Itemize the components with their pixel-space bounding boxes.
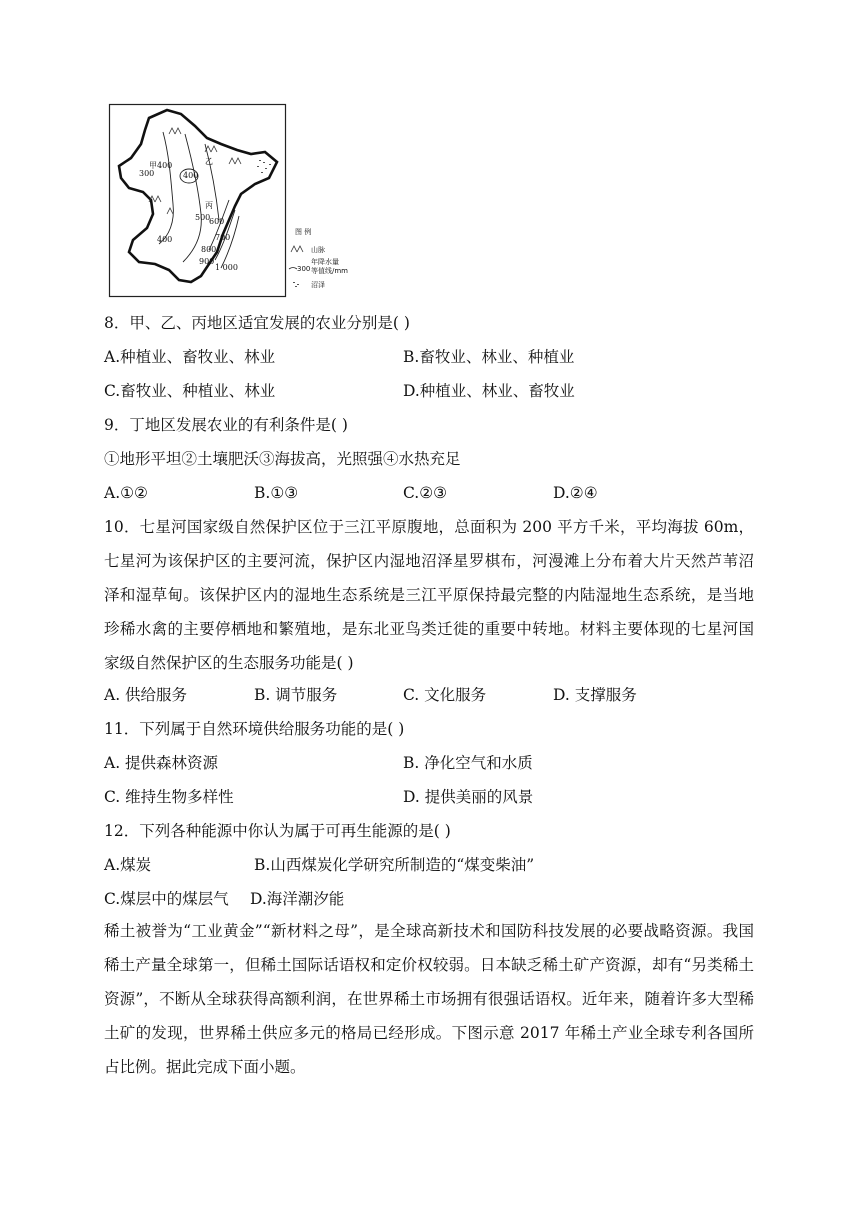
q12-option-d: D.海洋潮汐能 <box>250 890 345 908</box>
legend-isohyet-icon <box>289 268 297 270</box>
contour-500: 500 <box>195 213 211 222</box>
q9-conditions: ①地形平坦②土壤肥沃③海拔高，光照强④水热充足 <box>104 450 461 468</box>
q9-option-a: A.①② <box>104 484 148 502</box>
rare-earth-passage: 稀土被誉为“工业黄金”“新材料之母”，是全球高新技术和国防科技发展的必要战略资源。我国稀土产量全球第一，但稀土国际话语权和定价权较弱。日本缺乏稀土矿产资源，却有“另类稀土资源”，不断从全球获得高额利润，在世界稀土市场拥有很强话语权。近年来，随着许多大型稀土矿的发现，世界稀土供应多元的格局已经形成。下图示意 2017 年稀土产业全球专利各国所占比例。据此完成下面小题。 <box>104 922 754 1076</box>
map-frame <box>110 105 286 297</box>
q8-option-b: B.畜牧业、林业、种植业 <box>403 348 575 366</box>
q12-option-a: A.煤炭 <box>104 856 152 874</box>
map-legend <box>289 227 348 289</box>
contour-400-a: 400 <box>157 161 173 170</box>
legend-isohyet-value: 300 <box>297 265 311 273</box>
q11-option-a: A. 提供森林资源 <box>104 754 219 772</box>
legend-title: 图 例 <box>295 228 312 236</box>
label-yi: 乙 <box>205 157 213 166</box>
contour-1000: 1 000 <box>215 263 238 272</box>
q10-option-d: D. 支撑服务 <box>553 686 637 704</box>
contour-300: 300 <box>139 169 155 178</box>
contour-700: 700 <box>215 233 231 242</box>
q10-option-b: B. 调节服务 <box>254 686 338 704</box>
legend-swamp: 沼泽 <box>311 281 325 289</box>
q9-option-d: D.②④ <box>553 484 598 502</box>
q10-option-c: C. 文化服务 <box>403 686 487 704</box>
contour-900: 900 <box>199 257 215 266</box>
q9-option-b: B.①③ <box>254 484 299 502</box>
legend-mountain: 山脉 <box>311 246 325 254</box>
q12-stem: 12．下列各种能源中你认为属于可再生能源的是( ) <box>104 822 451 840</box>
q10-option-a: A. 供给服务 <box>104 686 188 704</box>
q11-stem: 11．下列属于自然环境供给服务功能的是( ) <box>104 720 405 738</box>
label-jia: 甲 <box>149 161 157 170</box>
q11-option-c: C. 维持生物多样性 <box>104 788 234 806</box>
q9-option-c: C.②③ <box>403 484 448 502</box>
q8-option-a: A.种植业、畜牧业、林业 <box>104 348 276 366</box>
q10-stem: 10．七星河国家级自然保护区位于三江平原腹地，总面积为 200 平方千米，平均海拔 60m，七星河为该保护区的主要河流，保护区内湿地沼泽星罗棋布，河漫滩上分布着大片天然芦苇沼泽和湿草甸。该保护区内的湿地生态系统是三江平原保持最完整的内陆湿地生态系统，是当地珍稀水禽的主要停栖地和繁殖地，是东北亚鸟类迁徙的重要中转地。材料主要体现的七星河国家级自然保护区的生态服务功能是( ) <box>104 518 754 672</box>
q8-option-d: D.种植业、林业、畜牧业 <box>403 382 575 400</box>
contour-400-c: 400 <box>157 235 173 244</box>
contour-800: 800 <box>201 245 217 254</box>
legend-isohyet-line2: 等值线/mm <box>311 267 348 275</box>
legend-mountain-icon <box>291 246 303 252</box>
rainfall-map <box>109 104 348 300</box>
q12-option-b: B.山西煤炭化学研究所制造的“煤变柴油” <box>254 856 535 874</box>
q9-stem: 9．丁地区发展农业的有利条件是( ) <box>104 416 348 434</box>
legend-swamp-icon <box>293 282 299 287</box>
contour-400-b: 400 <box>183 171 199 180</box>
q8-stem: 8．甲、乙、丙地区适宜发展的农业分别是( ) <box>104 314 410 332</box>
q8-option-c: C.畜牧业、种植业、林业 <box>104 382 276 400</box>
label-bing: 丙 <box>205 201 213 210</box>
contour-600: 600 <box>209 217 225 226</box>
legend-isohyet-line1: 年降水量 <box>311 258 339 266</box>
q11-option-b: B. 净化空气和水质 <box>403 754 533 772</box>
q12-option-c: C.煤层中的煤层气 <box>104 890 229 908</box>
q11-option-d: D. 提供美丽的风景 <box>403 788 534 806</box>
